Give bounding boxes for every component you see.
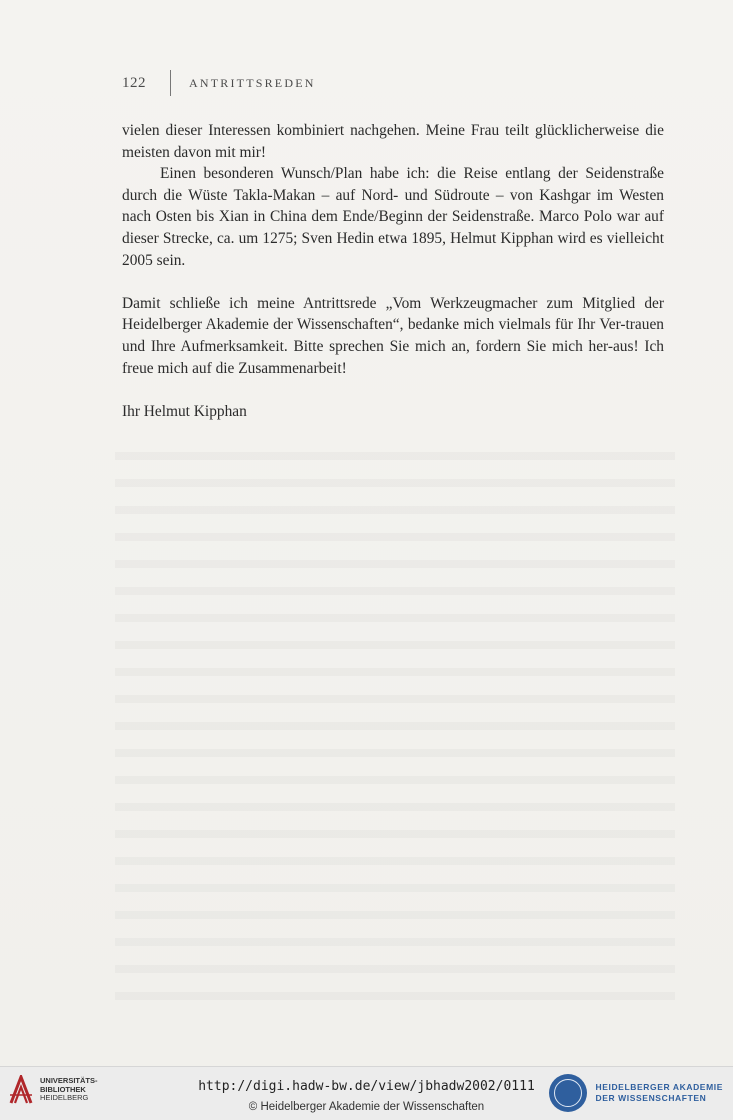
library-name-line: BIBLIOTHEK bbox=[40, 1084, 86, 1094]
library-name-line: HEIDELBERG bbox=[40, 1093, 89, 1103]
show-through-texture bbox=[115, 440, 675, 1000]
academy-name-line: HEIDELBERGER AKADEMIE bbox=[595, 1082, 723, 1092]
paragraph-spacer bbox=[122, 271, 664, 293]
academy-logo[interactable] bbox=[549, 1074, 723, 1112]
page-number: 122 bbox=[122, 74, 146, 91]
paragraph: Damit schließe ich meine Antrittsrede „Vom Werkzeugmacher zum Mitglied der Heidelberger Akademie der Wissenschaften“, bedanke mich vielmals für Ihr Ver-trauen und Ihre Aufmerksamkeit. Bitte sprechen Sie mich an, fordern Sie mich her-aus! Ich freue mich auf die Zusammenarbeit! bbox=[122, 294, 664, 377]
header-divider bbox=[170, 70, 171, 96]
academy-name bbox=[595, 1082, 723, 1104]
academy-name-line: DER WISSENSCHAFTEN bbox=[595, 1093, 707, 1103]
body-text bbox=[122, 120, 664, 422]
academy-seal-icon bbox=[549, 1074, 587, 1112]
viewer-footer bbox=[0, 1066, 733, 1120]
paragraph-spacer bbox=[122, 379, 664, 401]
page-header bbox=[122, 72, 316, 94]
paragraph: Einen besonderen Wunsch/Plan habe ich: die Reise entlang der Seidenstraße durch die Wüste Takla-Makan – auf Nord- und Südroute – von Kashgar im Westen nach Osten bis Xian in China dem Ende/Beginn der Seidenstraße. Marco Polo war auf dieser Strecke, ca. um 1275; Sven Hedin etwa 1895, Helmut Kipphan wird es vielleicht 2005 sein. bbox=[122, 165, 664, 269]
signature: Ihr Helmut Kipphan bbox=[122, 402, 247, 420]
permalink-url[interactable]: http://digi.hadw-bw.de/view/jbhadw2002/0111 bbox=[198, 1079, 535, 1094]
copyright-notice: © Heidelberger Akademie der Wissenschaften bbox=[248, 1101, 485, 1113]
library-name-line: UNIVERSITÄTS- bbox=[40, 1076, 98, 1086]
paragraph: vielen dieser Interessen kombiniert nachgehen. Meine Frau teilt glücklicherweise die meisten davon mit mir! bbox=[122, 122, 664, 161]
running-head: ANTRITTSREDEN bbox=[189, 75, 316, 90]
